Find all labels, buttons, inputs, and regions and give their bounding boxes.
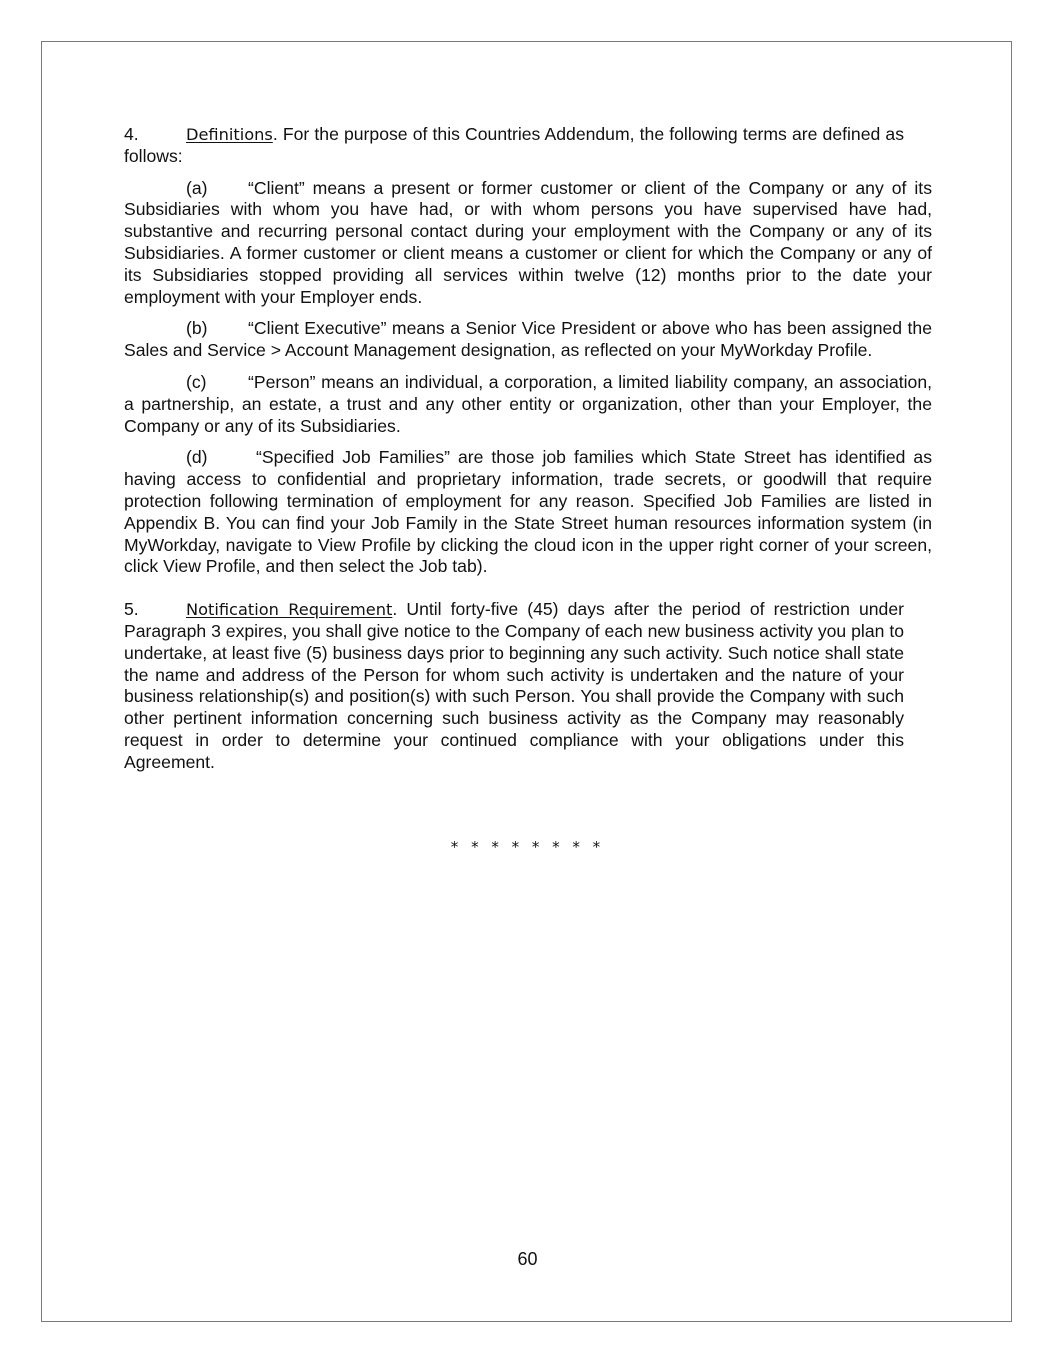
section-4-number: 4. [124, 124, 139, 144]
section-5-heading: Notification Requirement [186, 600, 393, 620]
definition-b [124, 318, 932, 362]
document-body [124, 124, 932, 774]
section-separator: * * * * * * * * [450, 838, 605, 856]
definition-b-letter: (b) [186, 318, 208, 339]
definition-c-text: “Person” means an individual, a corporation, a limited liability company, an association, a partnership, an estate, a trust and any other entity or organization, other than your Employer, the Company or any of its Subsidiaries. [124, 371, 932, 436]
section-5-number: 5. [124, 599, 139, 620]
definition-a-text: “Client” means a present or former customer or client of the Company or any of its Subsidiaries with whom you have had, or with whom persons you have supervised have had, substantive and recurring personal contact during your employment with the Company or any of its Subsidiaries. A former customer or client means a customer or client for which the Company or any of its Subsidiaries stopped providing all services within twelve (12) months prior to the date your employment with your Employer ends. [124, 177, 932, 307]
definition-c [124, 372, 932, 437]
definition-b-text: “Client Executive” means a Senior Vice President or above who has been assigned the Sales and Service > Account Management designation, as reflected on your MyWorkday Profile. [124, 318, 932, 361]
section-5-text: . Until forty-five (45) days after the period of restriction under Paragraph 3 expires, you shall give notice to the Company of each new business activity you plan to undertake, at least five (5) business days prior to beginning any such activity. Such notice shall state the name and address of the Person for whom such activity is undertaken and the nature of your business relationship(s) and position(s) with such Person. You shall provide the Company with such other pertinent information concerning such business activity as the Company may reasonably request in order to determine your continued compliance with your obligations under this Agreement. [124, 599, 904, 772]
definition-a [124, 178, 932, 309]
section-4-intro-text: . For the purpose of this Countries Addendum, the following terms are defined as follows: [124, 124, 904, 166]
definition-d [124, 447, 932, 578]
definition-a-letter: (a) [186, 177, 208, 198]
section-4-heading: Definitions [186, 125, 273, 144]
page-number: 60 [517, 1249, 538, 1269]
definition-d-letter: (d) [186, 447, 208, 468]
section-4-intro [124, 124, 904, 168]
definition-d-text: “Specified Job Families” are those job families which State Street has identified as having access to confidential and proprietary information, trade secrets, or goodwill that require protection following termination of employment for any reason. Specified Job Families are listed in Appendix B. You can find your Job Family in the State Street human resources information system (in MyWorkday, navigate to View Profile by clicking the cloud icon in the upper right corner of your screen, click View Profile, and then select the Job tab). [124, 447, 932, 577]
definition-c-letter: (c) [186, 371, 207, 392]
section-5 [124, 599, 904, 773]
